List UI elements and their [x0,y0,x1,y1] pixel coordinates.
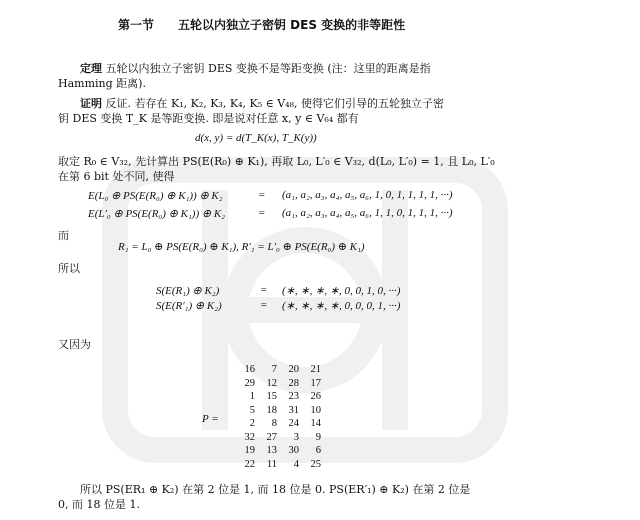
eq2-row-2-rel: = [260,299,268,311]
eq1-row-2 [88,207,225,220]
para1-line-1: 取定 R₀ ∈ V₃₂, 先计算出 PS(E(R₀) ⊕ K₁), 再取 L₀, L′₀ ∈ V₃₂, d(L₀, L′₀) = 1, 且 L₀, L′₀ [58,155,495,168]
matrix-cell: 22 [244,458,255,470]
matrix-cell: 20 [288,364,299,375]
eq1-row-1-lhs: E(L₀ ⊕ PS(E(R₀) ⊕ K₁)) ⊕ K₂ [88,190,223,202]
matrix-name: P = [202,413,219,425]
matrix-cell: 17 [310,377,321,389]
matrix-cell: 10 [310,404,321,416]
matrix-cell: 9 [315,431,321,443]
theorem-line-2: Hamming 距离). [58,77,146,90]
matrix-cell: 16 [244,364,255,375]
matrix-cell: 24 [288,418,299,429]
matrix-cell: 14 [310,418,321,429]
proof-line-1 [80,97,444,110]
matrix-row [233,391,321,405]
matrix-cell: 28 [288,377,299,389]
eq2-row-1-rel: = [260,284,268,296]
r1-equation: R₁ = L₀ ⊕ PS(E(R₀) ⊕ K₁), R′₁ = L′₀ ⊕ PS(E(R₀) ⊕ K₁) [118,241,365,253]
er-label: 而 [58,229,69,242]
eq2-row-2-lhs: S(E(R′₁) ⊕ K₂) [156,300,222,312]
matrix-cell: 1 [249,391,255,402]
matrix-cell: 18 [266,404,277,416]
matrix-row [233,405,321,419]
matrix-cell: 5 [249,404,255,416]
proof-text-1: 反证. 若存在 K₁, K₂, K₃, K₄, K₅ ∈ V₄₈, 使得它们引导的五轮独立子密 [105,97,444,110]
conclusion-line-2: 0, 而 18 位是 1. [58,498,140,511]
matrix-row [233,445,321,459]
matrix-cell: 15 [266,391,277,402]
theorem-line-1 [80,62,431,75]
youyin-label: 又因为 [58,338,91,351]
matrix-cell: 19 [244,445,255,456]
distance-equation: d(x, y) = d(T_K(x), T_K(y)) [195,132,317,144]
matrix-cell: 26 [310,391,321,402]
eq1-row-2-lhs: E(L′₀ ⊕ PS(E(R₀) ⊕ K₁)) ⊕ K₂ [88,208,226,220]
matrix-cell: 12 [266,377,277,389]
suoyi-label: 所以 [58,262,80,275]
matrix-cell: 11 [266,458,277,470]
matrix-cell: 25 [310,458,321,470]
eq1-row-2-rel: = [258,207,266,219]
matrix-row [233,459,321,473]
section-title: 五轮以内独立子密钥 DES 变换的非等距性 [178,18,406,32]
eq2-row-1-rhs: (∗, ∗, ∗, ∗, 0, 0, 1, 0, ···) [282,285,401,297]
section-label: 第一节 [118,18,155,32]
theorem-head: 定理 [80,62,102,75]
conclusion-line-1: 所以 PS(ER₁ ⊕ K₂) 在第 2 位是 1, 而 18 位是 0. PS(ER′₁) ⊕ K₂) 在第 2 位是 [80,483,471,496]
para1-line-2: 在第 6 bit 处不同, 使得 [58,170,175,183]
matrix-cell: 2 [249,418,255,429]
matrix-cell: 23 [288,391,299,402]
matrix-cell: 27 [266,431,277,443]
matrix-cell: 21 [310,364,321,375]
matrix-cell: 32 [244,431,255,443]
matrix-row [233,364,321,378]
eq1-row-2-rhs: (a₁, a₂, a₃, a₄, a₅, a₆, 1, 1, 0, 1, 1, 1, ···) [282,207,453,219]
matrix-cell: 3 [293,431,299,443]
permutation-matrix [233,364,321,472]
theorem-text-1: 五轮以内独立子密钥 DES 变换不是等距变换 (注：这里的距离是指 [105,62,431,75]
eq1-row-1 [88,189,223,202]
proof-head: 证明 [80,97,102,110]
proof-line-2: 钥 DES 变换 T_K 是等距变换. 即是说对任意 x, y ∈ V₆₄ 都有 [58,112,359,125]
matrix-cell: 30 [288,445,299,456]
matrix-cell: 29 [244,377,255,389]
matrix-row [233,378,321,392]
matrix-cell: 13 [266,445,277,456]
matrix-cell: 7 [271,364,277,375]
matrix-cell: 4 [293,458,299,470]
matrix-cell: 6 [315,445,321,456]
eq2-row-1-lhs: S(E(R₁) ⊕ K₂) [156,285,220,297]
matrix-row [233,418,321,432]
eq1-row-1-rel: = [258,189,266,201]
matrix-cell: 31 [288,404,299,416]
eq2-row-2-rhs: (∗, ∗, ∗, ∗, 0, 0, 0, 1, ···) [282,300,401,312]
eq1-row-1-rhs: (a₁, a₂, a₃, a₄, a₅, a₆, 1, 0, 1, 1, 1, 1, ···) [282,189,453,201]
matrix-row [233,432,321,446]
matrix-cell: 8 [271,418,277,429]
